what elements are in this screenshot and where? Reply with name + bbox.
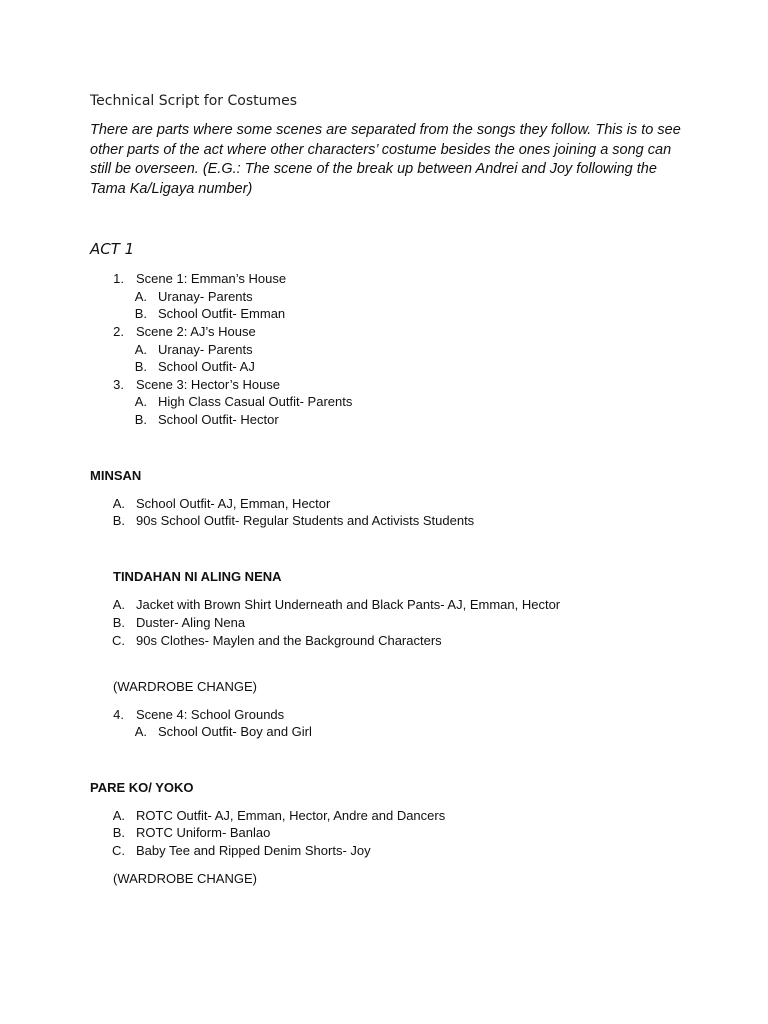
scene-label: Scene 2: AJ’s House bbox=[136, 324, 256, 339]
scene-label: Scene 3: Hector’s House bbox=[136, 377, 281, 392]
scene-label: Scene 1: Emman’s House bbox=[136, 271, 287, 286]
list-marker: A. bbox=[134, 342, 147, 357]
list-marker: A. bbox=[112, 597, 125, 612]
list-item: Jacket with Brown Shirt Underneath and Black Pants- AJ, Emman, Hector bbox=[136, 597, 561, 612]
act-heading: ACT 1 bbox=[90, 240, 135, 258]
list-marker: A. bbox=[112, 808, 125, 823]
list-item: ROTC Outfit- AJ, Emman, Hector, Andre and Dancers bbox=[136, 808, 446, 823]
list-item: School Outfit- Boy and Girl bbox=[158, 724, 312, 739]
list-item: ROTC Uniform- Banlao bbox=[136, 825, 271, 840]
list-marker: 1. bbox=[113, 271, 124, 286]
list-marker: B. bbox=[112, 825, 125, 840]
list-marker: B. bbox=[134, 412, 147, 427]
list-marker: A. bbox=[134, 394, 147, 409]
list-item: School Outfit- AJ, Emman, Hector bbox=[136, 496, 331, 511]
scene-label: Scene 4: School Grounds bbox=[136, 707, 285, 722]
list-item: School Outfit- AJ bbox=[158, 359, 255, 374]
intro-paragraph: There are parts where some scenes are separated from the songs they follow. This is to see other parts of the act where other characters’ costume besides the ones joining a song can still be overseen. (E.G.: The scene of the break up between Andrei and Joy following the Tama Ka/Ligaya number) bbox=[90, 122, 681, 197]
list-marker: C. bbox=[112, 843, 125, 858]
list-item: School Outfit- Emman bbox=[158, 306, 286, 321]
list-marker: C. bbox=[112, 633, 125, 648]
list-item: Uranay- Parents bbox=[158, 289, 253, 304]
list-item: Baby Tee and Ripped Denim Shorts- Joy bbox=[136, 843, 371, 858]
list-marker: A. bbox=[134, 289, 147, 304]
list-item: 90s Clothes- Maylen and the Background Characters bbox=[136, 633, 442, 648]
list-item: 90s School Outfit- Regular Students and Activists Students bbox=[136, 513, 475, 528]
song-heading: MINSAN bbox=[90, 468, 142, 483]
list-marker: 2. bbox=[113, 324, 124, 339]
list-item: School Outfit- Hector bbox=[158, 412, 279, 427]
list-marker: B. bbox=[134, 359, 147, 374]
list-marker: 3. bbox=[113, 377, 124, 392]
wardrobe-change-note: (WARDROBE CHANGE) bbox=[113, 871, 257, 886]
wardrobe-change-note: (WARDROBE CHANGE) bbox=[113, 679, 257, 694]
song-heading: PARE KO/ YOKO bbox=[90, 780, 194, 795]
list-marker: B. bbox=[112, 615, 125, 630]
list-marker: B. bbox=[134, 306, 147, 321]
list-item: High Class Casual Outfit- Parents bbox=[158, 394, 353, 409]
list-marker: A. bbox=[112, 496, 125, 511]
doc-title: Technical Script for Costumes bbox=[90, 93, 298, 109]
list-marker: 4. bbox=[113, 707, 124, 722]
song-heading: TINDAHAN NI ALING NENA bbox=[113, 569, 282, 584]
list-item: Duster- Aling Nena bbox=[136, 615, 246, 630]
list-item: Uranay- Parents bbox=[158, 342, 253, 357]
list-marker: A. bbox=[134, 724, 147, 739]
list-marker: B. bbox=[112, 513, 125, 528]
